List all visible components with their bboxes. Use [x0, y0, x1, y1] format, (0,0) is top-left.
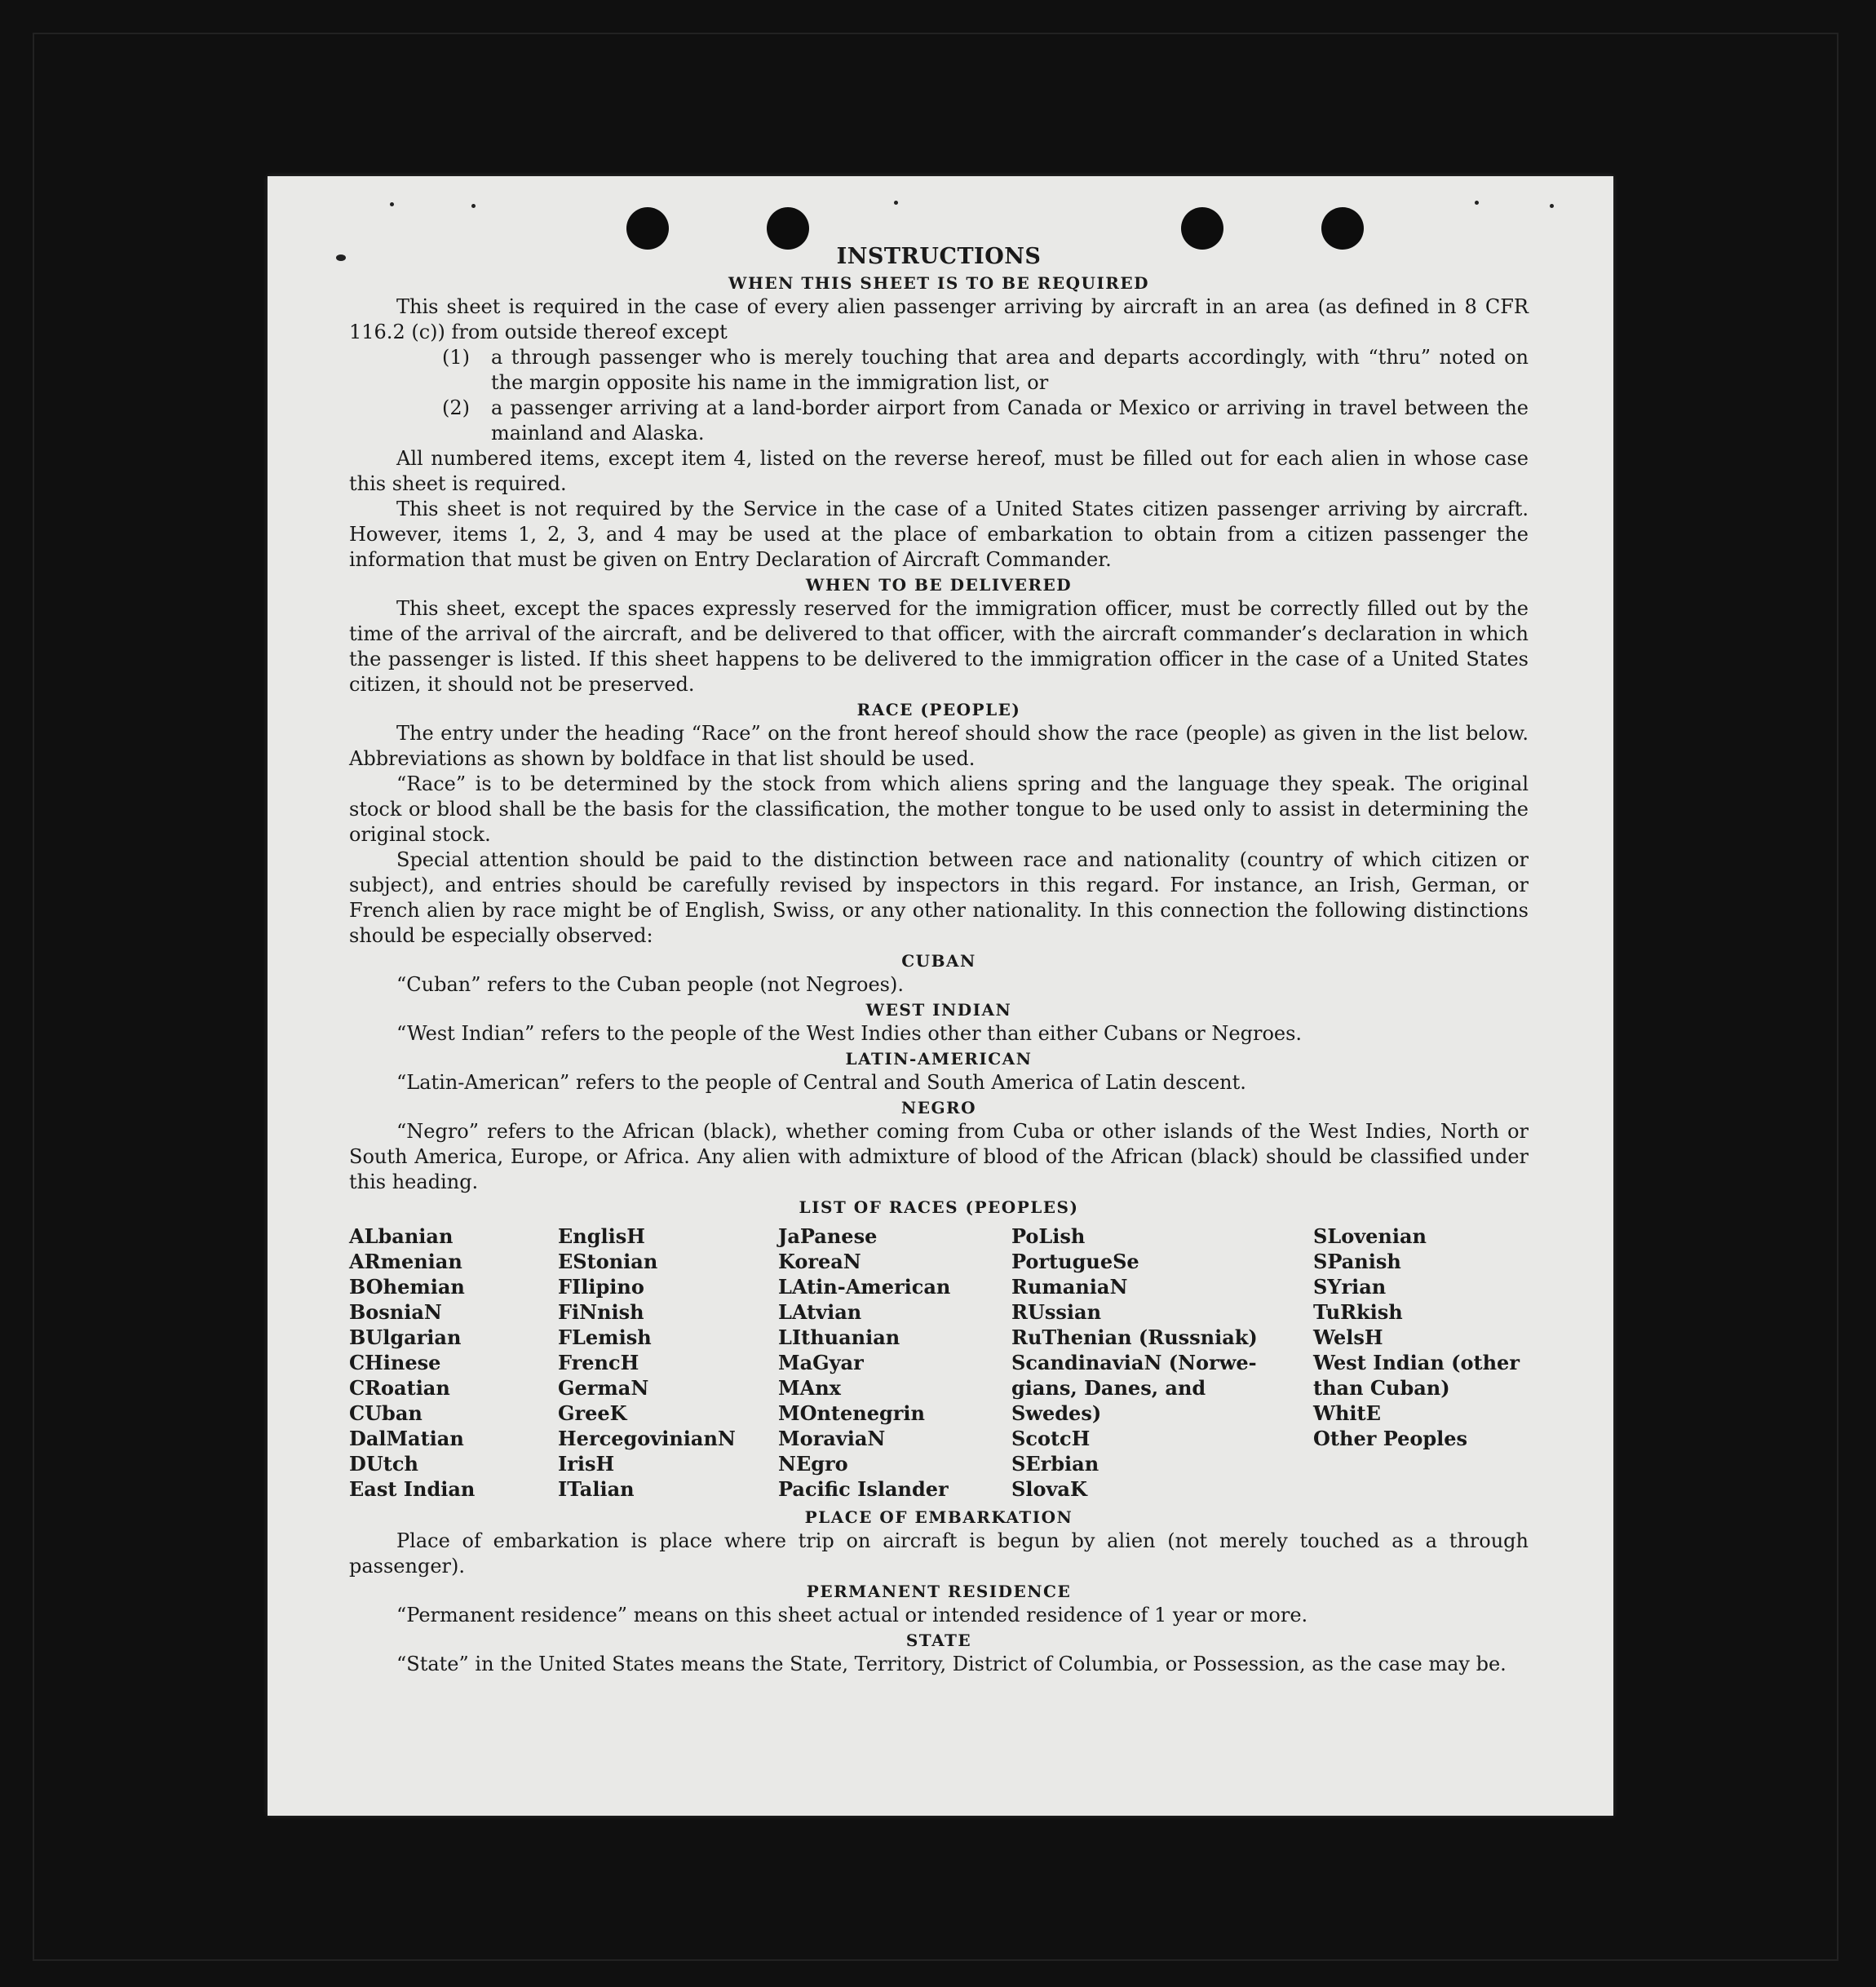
para-embarkation: Place of embarkation is place where trip on aircraft is begun by alien (not merely touched as a through passenger).	[349, 1529, 1529, 1578]
item-number: (2)	[442, 396, 470, 419]
heading-cuban: CUBAN	[901, 951, 976, 971]
race-entry: West Indian (other than Cuban)	[1313, 1351, 1520, 1400]
heading-latin-american: LATIN-AMERICAN	[845, 1049, 1033, 1069]
race-entry: FLemish	[558, 1325, 652, 1349]
race-entry: PortugueSe	[1011, 1250, 1139, 1273]
race-entry: BUlgarian	[349, 1325, 462, 1349]
speck	[336, 254, 346, 261]
race-entry: CHinese	[349, 1351, 441, 1374]
heading-when-required: WHEN THIS SHEET IS TO BE REQUIRED	[728, 273, 1149, 293]
race-entry: East Indian	[349, 1477, 476, 1501]
races-column	[1313, 1224, 1529, 1502]
race-entry: ARmenian	[349, 1250, 462, 1273]
para-required-intro: This sheet is required in the case of every alien passenger arriving by aircraft in an area (as defined in 8 CFR 116.2 (c)) from outside thereof except	[349, 295, 1529, 343]
item-text: a through passenger who is merely touching that area and departs accordingly, with “thru” noted on the margin opposite his name in the immigration list, or	[491, 346, 1529, 394]
speck	[471, 204, 476, 208]
para-cuban: “Cuban” refers to the Cuban people (not Negroes).	[396, 973, 904, 996]
race-entry: ITalian	[558, 1477, 635, 1501]
race-entry: MOntenegrin	[778, 1401, 925, 1425]
para-race-1: The entry under the heading “Race” on the front hereof should show the race (people) as given in the list below. Abbreviations as shown by boldface in that list should be used.	[349, 722, 1529, 770]
item-number: (1)	[442, 346, 470, 369]
race-entry: RumaniaN	[1011, 1275, 1128, 1299]
speck	[1550, 204, 1554, 208]
page-title: INSTRUCTIONS	[836, 244, 1042, 269]
race-entry: TuRkish	[1313, 1300, 1403, 1324]
para-latin-american: “Latin-American” refers to the people of Central and South America of Latin descent.	[396, 1071, 1246, 1094]
race-entry: MaGyar	[778, 1351, 864, 1374]
race-entry: LIthuanian	[778, 1325, 900, 1349]
race-entry: PoLish	[1011, 1224, 1086, 1248]
race-entry: JaPanese	[778, 1224, 878, 1248]
race-entry: SPanish	[1313, 1250, 1401, 1273]
race-entry: SlovaK	[1011, 1477, 1087, 1501]
race-entry: SYrian	[1313, 1275, 1387, 1299]
race-entry: WelsH	[1313, 1325, 1383, 1349]
race-entry: DUtch	[349, 1452, 418, 1476]
heading-negro: NEGRO	[900, 1098, 977, 1117]
race-entry: GermaN	[558, 1376, 649, 1400]
race-entry: DalMatian	[349, 1427, 464, 1450]
race-entry: FIlipino	[558, 1275, 644, 1299]
race-entry: CRoatian	[349, 1376, 450, 1400]
heading-residence: PERMANENT RESIDENCE	[806, 1582, 1072, 1601]
race-entry: WhitE	[1313, 1401, 1381, 1425]
race-entry: ALbanian	[349, 1224, 454, 1248]
para-delivered: This sheet, except the spaces expressly reserved for the immigration officer, must be correctly filled out by the time of the arrival of the aircraft, and be delivered to that officer, with the aircraft commander’s declaration in which the passenger is listed. If this sheet happens to be delivered to the immigration officer in the case of a United States citizen, it should not be preserved.	[349, 597, 1529, 696]
race-entry: BosniaN	[349, 1300, 442, 1324]
race-entry: Pacific Islander	[778, 1477, 949, 1501]
race-entry: EnglisH	[558, 1224, 645, 1248]
race-entry: GreeK	[558, 1401, 627, 1425]
race-entry: NEgro	[778, 1452, 848, 1476]
race-entry: EStonian	[558, 1250, 658, 1273]
speck	[390, 202, 394, 206]
exception-item	[349, 396, 1529, 446]
para-numbered-items: All numbered items, except item 4, listed on the reverse hereof, must be filled out for each alien in whose case this sheet is required.	[349, 447, 1529, 495]
race-entry: RuThenian (Russniak)	[1011, 1325, 1258, 1349]
race-entry: Other Peoples	[1313, 1427, 1468, 1450]
speck	[1475, 201, 1479, 205]
race-entry: FrencH	[558, 1351, 639, 1374]
document-page	[268, 176, 1613, 1816]
para-race-2: “Race” is to be determined by the stock from which aliens spring and the language they speak. The original stock or blood shall be the basis for the classification, the mother tongue to be used only to assist in determining the original stock.	[349, 772, 1529, 846]
para-residence: “Permanent residence” means on this sheet actual or intended residence of 1 year or more.	[396, 1604, 1308, 1626]
para-race-3: Special attention should be paid to the distinction between race and nationality (country of which citizen or subject), and entries should be carefully revised by inspectors in this regard. For instance, an Irish, German, or French alien by race might be of English, Swiss, or any other nationality. In this connection the following distinctions should be especially observed:	[349, 848, 1529, 947]
para-west-indian: “West Indian” refers to the people of the West Indies other than either Cubans or Negroes.	[396, 1022, 1303, 1045]
race-entry: SErbian	[1011, 1452, 1099, 1476]
speck	[894, 201, 898, 205]
heading-race: RACE (PEOPLE)	[856, 700, 1021, 719]
race-entry: HercegovinianN	[558, 1427, 736, 1450]
heading-when-delivered: WHEN TO BE DELIVERED	[805, 575, 1073, 595]
heading-state: STATE	[905, 1631, 972, 1650]
race-entry: FiNnish	[558, 1300, 644, 1324]
para-citizen: This sheet is not required by the Service in the case of a United States citizen passenger arriving by aircraft. However, items 1, 2, 3, and 4 may be used at the place of embarkation to obtain from a citizen passenger the information that must be given on Entry Declaration of Aircraft Commander.	[349, 498, 1529, 571]
heading-list-of-races: LIST OF RACES (PEOPLES)	[799, 1197, 1079, 1217]
race-entry: MAnx	[778, 1376, 841, 1400]
instructions-body	[349, 243, 1529, 1677]
races-column	[778, 1224, 1011, 1502]
races-column	[1011, 1224, 1313, 1502]
race-entry: SLovenian	[1313, 1224, 1427, 1248]
race-entry: LAtin-American	[778, 1275, 951, 1299]
race-entry: KoreaN	[778, 1250, 861, 1273]
race-entry: ScotcH	[1011, 1427, 1091, 1450]
races-column	[349, 1224, 558, 1502]
race-entry: IrisH	[558, 1452, 615, 1476]
races-table	[349, 1224, 1529, 1502]
para-negro: “Negro” refers to the African (black), whether coming from Cuba or other islands of the West Indies, North or South America, Europe, or Africa. Any alien with admixture of blood of the African (black) should be classified under this heading.	[349, 1120, 1529, 1193]
race-entry: CUban	[349, 1401, 423, 1425]
races-column	[558, 1224, 778, 1502]
race-entry: ScandinaviaN (Norwe- gians, Danes, and Swedes)	[1011, 1351, 1257, 1425]
exception-item	[349, 345, 1529, 396]
heading-embarkation: PLACE OF EMBARKATION	[804, 1507, 1073, 1527]
race-entry: RUssian	[1011, 1300, 1102, 1324]
item-text: a passenger arriving at a land-border airport from Canada or Mexico or arriving in travel between the mainland and Alaska.	[491, 396, 1529, 445]
race-entry: MoraviaN	[778, 1427, 886, 1450]
heading-west-indian: WEST INDIAN	[865, 1000, 1012, 1020]
race-entry: BOhemian	[349, 1275, 465, 1299]
race-entry: LAtvian	[778, 1300, 862, 1324]
para-state: “State” in the United States means the State, Territory, District of Columbia, or Possession, as the case may be.	[396, 1653, 1507, 1675]
